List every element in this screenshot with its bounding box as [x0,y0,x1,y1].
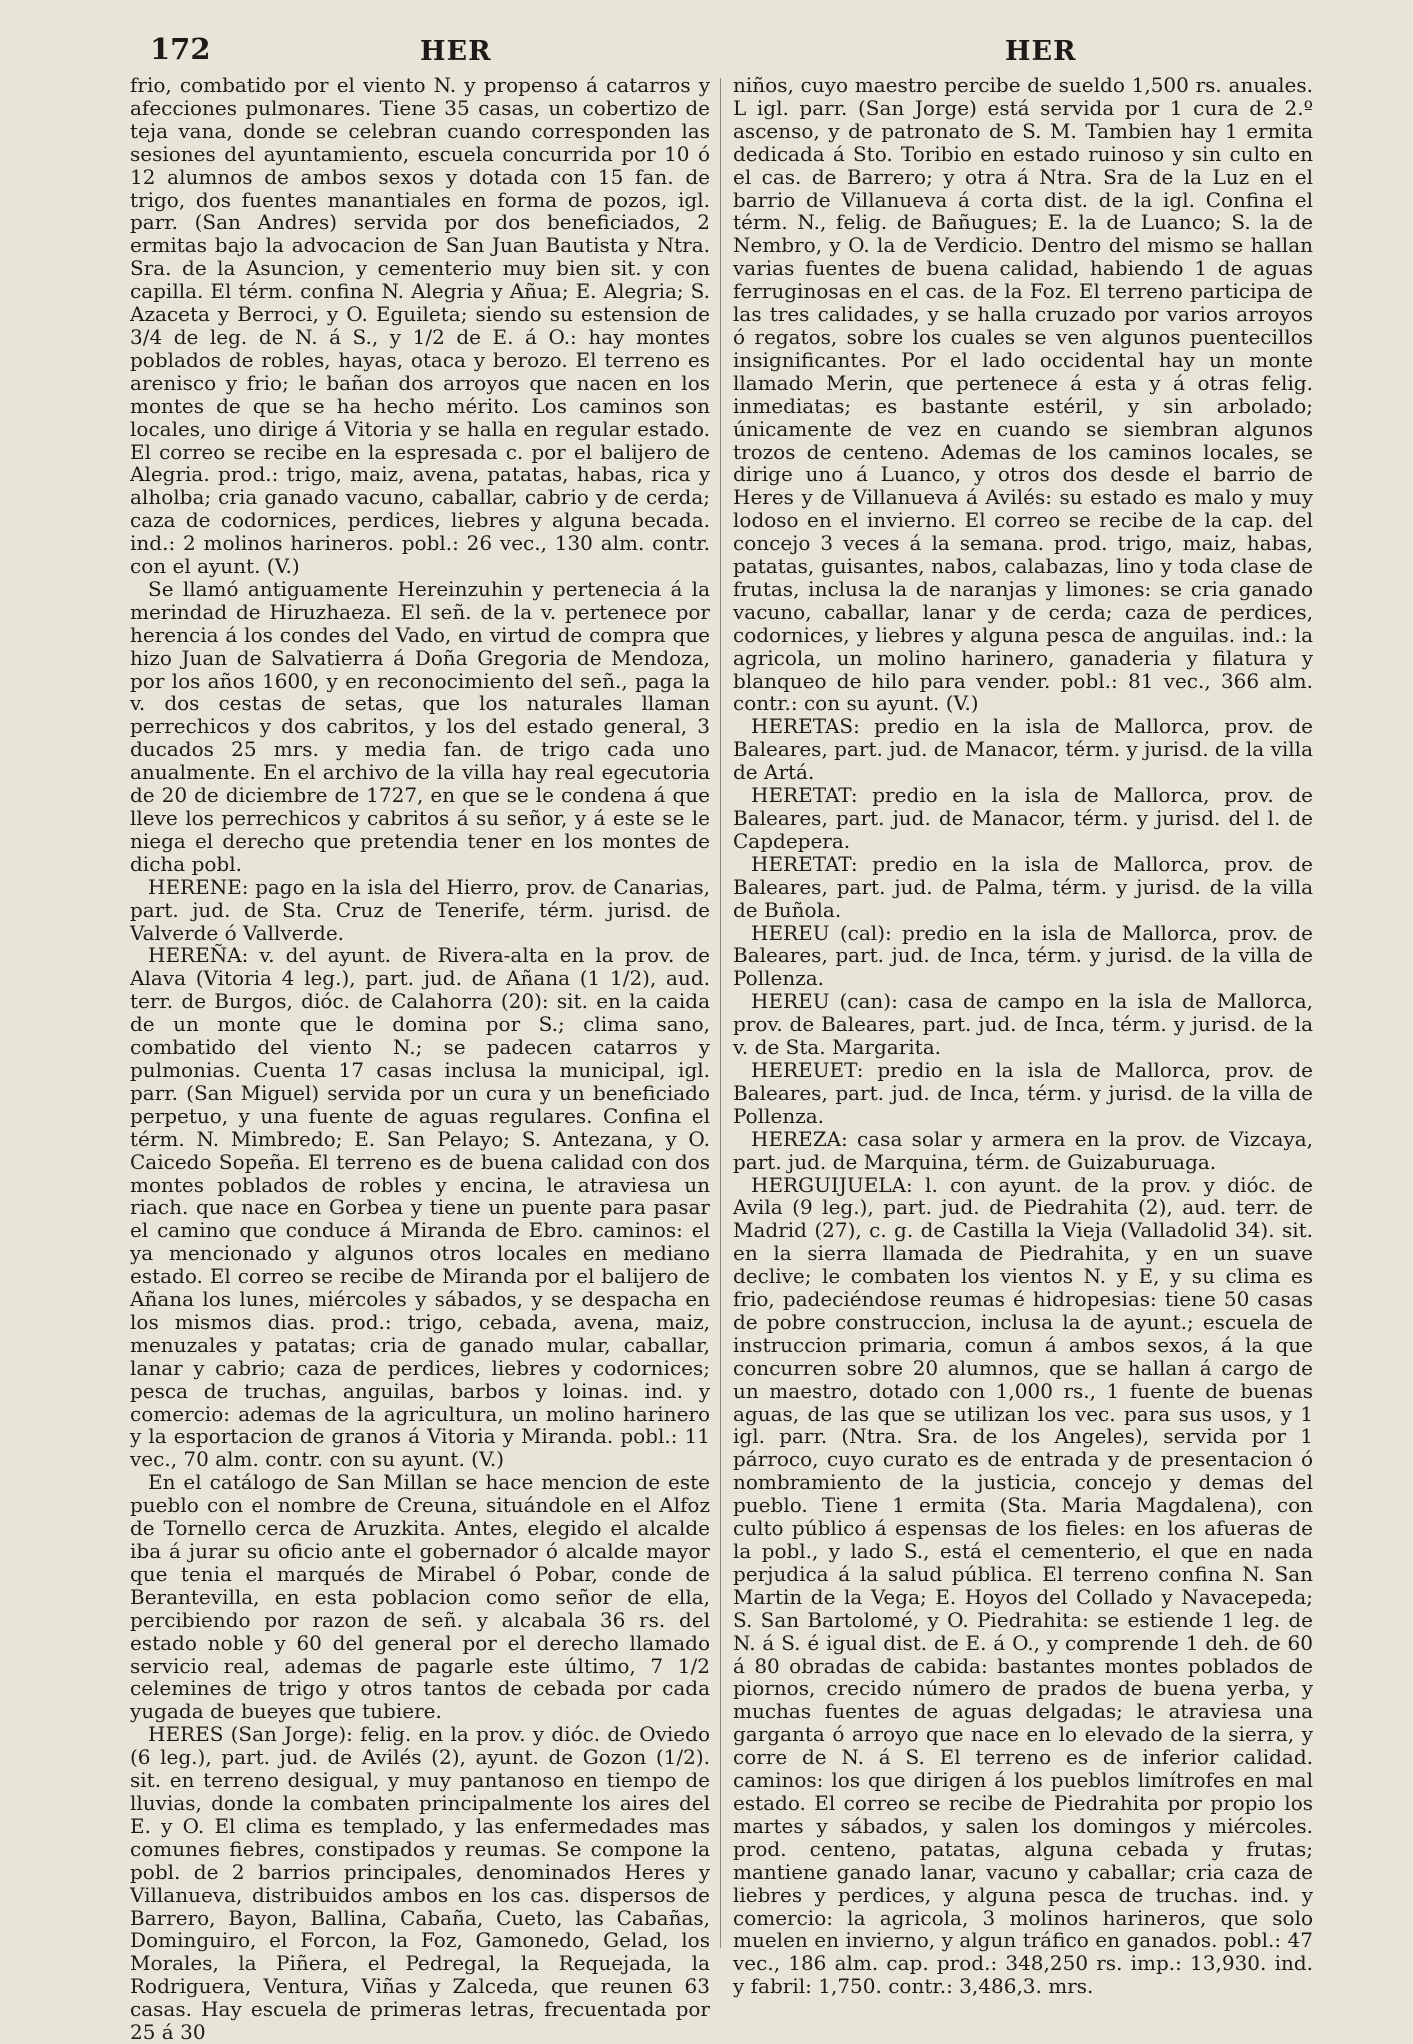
page-number: 172 [150,32,211,66]
entry-hereu-can: HEREU (can): casa de campo en la isla de Mallorca, prov. de Baleares, part. jud. de Inca, térm. y jurisd. de la v. de Sta. Margarita. [733,989,1313,1060]
entry-heretat-capdepera: HERETAT: predio en la isla de Mallorca, prov. de Baleares, part. jud. de Manacor, térm. y jurisd. del l. de Capdepera. [733,783,1313,853]
entry-hereu-cal: HEREU (cal): predio en la isla de Mallorca, prov. de Baleares, part. jud. de Inca, térm. y jurisd. de la villa de Pollenza. [733,920,1313,991]
entry-heres: HERES (San Jorge): felig. en la prov. y dióc. de Oviedo (6 leg.), part. jud. de Avilés (2), ayunt. de Gozon (1/2). sit. en terreno desigual, y muy pantanoso en tiempo de lluvias, donde la combaten principalmente los aires del E. y O. El clima es templado, y las enfermedades mas comunes fiebres, constipados y reumas. Se compone la pobl. de 2 barrios principales, denominados Heres y Villanueva, distribuidos ambos en los cas. dispersos de Barrero, Bayon, Ballina, Cabaña, Cueto, las Cabañas, Dominguiro, el Forcon, la Foz, Gamonedo, Gelad, los Morales, la Piñera, el Pedregal, la Requejada, la Rodriguera, Ventura, Viñas y Zalceda, que reunen 63 casas. Hay escuela de primeras letras, frecuentada por 25 á 30 [130,1722,710,2044]
entry-paragraph: niños, cuyo maestro percibe de sueldo 1,500 rs. anuales. L igl. parr. (San Jorge) está servida por 1 cura de 2.º ascenso, y de patronato de S. M. Tambien hay 1 ermita dedicada á Sto. Toribio en estado ruinoso y sin culto en el cas. de Barrero; y otra á Ntra. Sra de la Luz en el barrio de Villanueva á corta dist. de la igl. Confina el térm. N., felig. de Bañugues; E. la de Luanco; S. la de Nembro, y O. la de Verdicio. Dentro del mismo se hallan varias fuentes de buena calidad, habiendo 1 de aguas ferruginosas en el cas. de la Foz. El terreno participa de las tres calidades, y se halla cruzado por varios arroyos ó regatos, sobre los cuales se ven algunos puentecillos insignificantes. Por el lado occidental hay un monte llamado Merin, que pertenece á esta y á otras felig. inmediatas; es bastante estéril, y sin arbolado; únicamente de vez en cuando se siembran algunos trozos de centeno. Ademas de los caminos locales, se dirige uno á Luanco, y otros dos desde el barrio de Heres y de Villanueva á Avilés: su estado es malo y muy lodoso en el invierno. El correo se recibe de la cap. del concejo 3 veces á la semana. prod. trigo, maiz, habas, patatas, guisantes, nabos, calabazas, lino y toda clase de frutas, inclusa la de naranjas y limones: se cria ganado vacuno, caballar, lanar y de cerda; caza de perdices, codornices, y liebres y alguna pesca de anguilas. ind.: la agricola, un molino harinero, ganaderia y filatura y blanqueo de hilo para vender. pobl.: 81 vec., 366 alm. contr.: con su ayunt. (V.) [733,73,1313,716]
entry-herguijuela: HERGUIJUELA: l. con ayunt. de la prov. y dióc. de Avila (9 leg.), part. jud. de Piedrahita (2), aud. terr. de Madrid (27), c. g. de Castilla la Vieja (Valladolid 34). sit. en la sierra llamada de Piedrahita, y en un suave declive; le combaten los vientos N. y E, y su clima es frio, padeciéndose reumas é hidropesias: tiene 50 casas de pobre construccion, inclusa la de ayunt.; escuela de instruccion primaria, comun á ambos sexos, á la que concurren sobre 20 alumnos, que se hallan á cargo de un maestro, dotado con 1,000 rs., 1 fuente de buenas aguas, de las que se utilizan los vec. para sus usos, y 1 igl. parr. (Ntra. Sra. de los Angeles), servida por 1 párroco, cuyo curato es de entrada y de presentacion ó nombramiento de la justicia, concejo y demas del pueblo. Tiene 1 ermita (Sta. Maria Magdalena), con culto público á espensas de los fieles: en los afueras de la pobl., y lado S., está el cementerio, el que en nada perjudica á la salud pública. El terreno confina N. San Martin de la Vega; E. Hoyos del Collado y Navacepeda; S. San Bartolomé, y O. Piedrahita: se estiende 1 leg. de N. á S. é igual dist. de E. á O., y comprende 1 deh. de 60 á 80 obradas de cabida: bastantes montes poblados de piornos, crecido número de prados de buena yerba, y muchas fuentes de aguas delgadas; le atraviesa una garganta ó arroyo que nace en lo elevado de la sierra, y corre de N. á S. El terreno es de inferior calidad. caminos: los que dirigen á los pueblos limítrofes en mal estado. El correo se recibe de Piedrahita por propio los martes y sábados, y salen los domingos y miércoles. prod. centeno, patatas, alguna cebada y frutas; mantiene ganado lanar, vacuno y caballar; cria caza de liebres y perdices, y alguna pesca de truchas. ind. y comercio: la agricola, 3 molinos harineros, que solo muelen en invierno, y algun tráfico en ganados. pobl.: 47 vec., 186 alm. cap. prod.: 348,250 rs. imp.: 13,930. ind. y fabril: 1,750. contr.: 3,486,3. mrs. [733,1172,1313,1999]
left-column [130,74,710,2044]
entry-herena: HEREÑA: v. del ayunt. de Rivera-alta en la prov. de Alava (Vitoria 4 leg.), part. jud. de Añana (1 1/2), aud. terr. de Burgos, dióc. de Calahorra (20): sit. en la caida de un monte que le domina por S.; clima sano, combatido del viento N.; se padecen catarros y pulmonias. Cuenta 17 casas inclusa la municipal, igl. parr. (San Miguel) servida por un cura y un beneficiado perpetuo, y una fuente de aguas regulares. Confina el térm. N. Mimbredo; E. San Pelayo; S. Antezana, y O. Caicedo Sopeña. El terreno es de buena calidad con dos montes poblados de robles y encina, le atraviesa un riach. que nace en Gorbea y tiene un puente para pasar el camino que conduce á Miranda de Ebro. caminos: el ya mencionado y algunos otros locales en mediano estado. El correo se recibe de Miranda por el balijero de Añana los lunes, miércoles y sábados, y se despacha en los mismos dias. prod.: trigo, cebada, avena, maiz, menuzales y patatas; cria de ganado mular, caballar, lanar y cabrio; caza de perdices, liebres y codornices; pesca de truchas, anguilas, barbos y loinas. ind. y comercio: ademas de la agricultura, un molino harinero y la esportacion de granos á Vitoria y Miranda. pobl.: 11 vec., 70 alm. contr. con su ayunt. (V.) [130,943,710,1472]
right-column [733,74,1313,1998]
entry-paragraph: En el catálogo de San Millan se hace mencion de este pueblo con el nombre de Creuna, situándole en el Alfoz de Tornello cerca de Aruzkita. Antes, elegido el alcalde iba á jurar su oficio ante el gobernador ó alcalde mayor que tenia el marqués de Mirabel ó Pobar, conde de Berantevilla, en esta poblacion como señor de ella, percibiendo por razon de señ. y alcabala 36 rs. del estado noble y 60 del general por el derecho llamado servicio real, ademas de pagarle este último, 7 1/2 celemines de trigo y otros tantos de cebada por cada yugada de bueyes que tubiere. [130,1470,710,1724]
entry-paragraph: frio, combatido por el viento N. y propenso á catarros y afecciones pulmonares. Tiene 35 casas, un cobertizo de teja vana, donde se celebran cuando corresponden las sesiones del ayuntamiento, escuela concurrida por 10 ó 12 alumnos de ambos sexos y dotada con 15 fan. de trigo, dos fuentes manantiales en forma de pozos, igl. parr. (San Andres) servida por dos beneficiados, 2 ermitas bajo la advocacion de San Juan Bautista y Ntra. Sra. de la Asuncion, y cementerio muy bien sit. y con capilla. El térm. confina N. Alegria y Añua; E. Alegria; S. Azaceta y Berroci, y O. Eguileta; siendo su estension de 3/4 de leg. de N. á S., y 1/2 de E. á O.: hay montes poblados de robles, hayas, otaca y berozo. El terreno es arenisco y frio; le bañan dos arroyos que nacen en los montes de que se ha hecho mérito. Los caminos son locales, uno dirige á Vitoria y se halla en regular estado. El correo se recibe en la espresada c. por el balijero de Alegria. prod.: trigo, maiz, avena, patatas, habas, rica y alholba; cria ganado vacuno, caballar, cabrio y de cerda; caza de codornices, perdices, liebres y alguna becada. ind.: 2 molinos harineros. pobl.: 26 vec., 130 alm. contr. con el ayunt. (V.) [130,73,710,579]
entry-heretas: HERETAS: predio en la isla de Mallorca, prov. de Baleares, part. jud. de Manacor, térm. y jurisd. de la villa de Artá. [733,714,1313,785]
running-head-right: HER [1005,36,1077,67]
page-header [0,28,1413,72]
entry-hereza: HEREZA: casa solar y armera en la prov. de Vizcaya, part. jud. de Marquina, térm. de Guizaburuaga. [733,1126,1313,1174]
running-head-left: HER [420,36,492,67]
entry-hereuet: HEREUET: predio en la isla de Mallorca, prov. de Baleares, part. jud. de Inca, térm. y jurisd. de la villa de Pollenza. [733,1057,1313,1128]
entry-herene: HERENE: pago en la isla del Hierro, prov. de Canarias, part. jud. de Sta. Cruz de Tenerife, térm. jurisd. de Valverde ó Vallverde. [130,874,710,945]
entry-heretat-bunola: HERETAT: predio en la isla de Mallorca, prov. de Baleares, part. jud. de Palma, térm. y jurisd. de la villa de Buñola. [733,851,1313,922]
column-divider [720,78,721,1948]
entry-paragraph: Se llamó antiguamente Hereinzuhin y pertenecia á la merindad de Hiruzhaeza. El señ. de la v. pertenece por herencia á los condes del Vado, en virtud de compra que hizo Juan de Salvatierra á Doña Gregoria de Mendoza, por los años 1600, y en reconocimiento del señ., paga la v. dos cestas de setas, que los naturales llaman perrechicos y dos cabritos, y los del estado general, 3 ducados 25 mrs. y media fan. de trigo cada uno anualmente. En el archivo de la villa hay real egecutoria de 20 de diciembre de 1727, en que se le condena á que lleve los perrechicos y cabritos á su señor, y á este se le niega el derecho que pretendia tener en los montes de dicha pobl. [130,576,710,876]
